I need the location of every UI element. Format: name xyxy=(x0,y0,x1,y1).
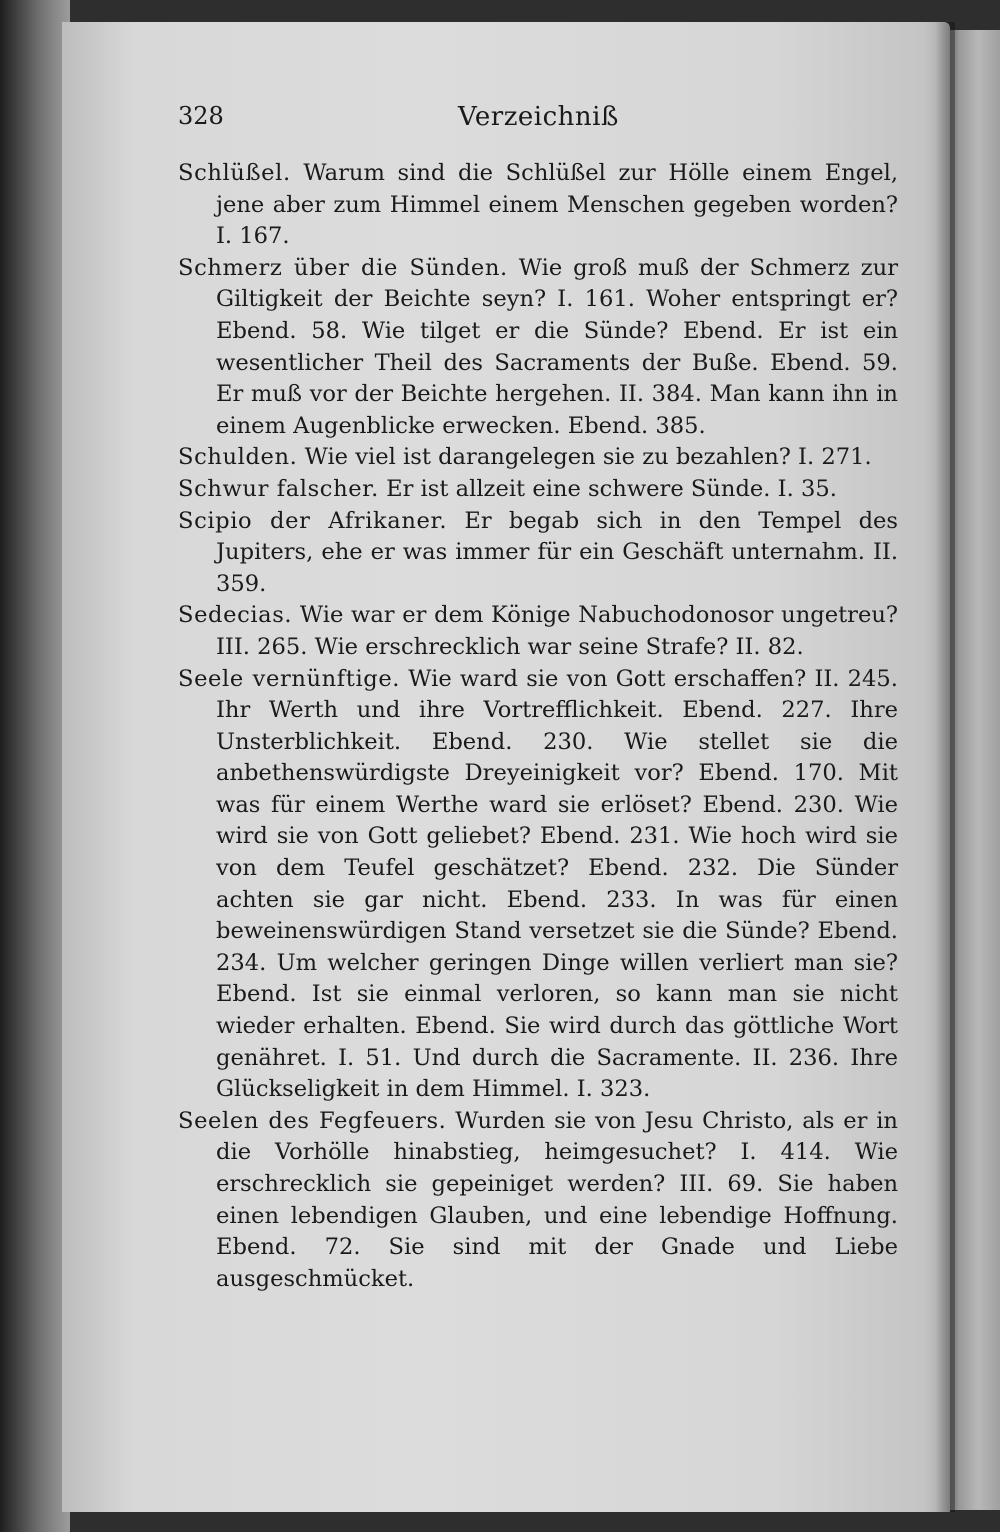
page-shadow xyxy=(935,22,955,1512)
index-entry xyxy=(178,506,898,601)
entry-text: Wie groß muß der Schmerz zur Giltigkeit der Beichte seyn? I. 161. Woher entspringt er? Ebend. 58. Wie tilget er die Sünde? Ebend. Er ist ein wesentlicher Theil des Sacraments der Buße. Ebend. 59. Er muß vor der Beichte hergehen. II. 384. Man kann ihn in einem Augenblicke erwecken. Ebend. 385. xyxy=(216,254,898,439)
index-entries xyxy=(178,158,898,1295)
entry-text: Warum sind die Schlüßel zur Hölle einem Engel, jene aber zum Himmel einem Menschen gegeben worden? I. 167. xyxy=(216,160,898,250)
entry-text: Wie war er dem Könige Nabuchodonosor ungetreu? III. 265. Wie erschrecklich war seine Strafe? II. 82. xyxy=(216,602,898,660)
index-entry xyxy=(178,442,898,474)
entry-lemma: Seele vernünftige. xyxy=(178,665,401,692)
entry-lemma: Seelen des Fegfeuers. xyxy=(178,1107,447,1134)
index-entry xyxy=(178,1106,898,1296)
index-entry xyxy=(178,474,898,506)
index-entry xyxy=(178,158,898,253)
page-header xyxy=(178,98,898,158)
left-page-edges xyxy=(0,0,70,1532)
entry-text: Wie ward sie von Gott erschaffen? II. 245. Ihr Werth und ihre Vortrefflichkeit. Ebend. 227. Ihre Unsterblichkeit. Ebend. 230. Wie stellet sie die anbethenswürdigste Dreyeinigkeit vor? Ebend. 170. Mit was für einem Werthe ward sie erlöset? Ebend. 230. Wie wird sie von Gott geliebet? Ebend. 231. Wie hoch wird sie von dem Teufel geschätzet? Ebend. 232. Die Sünder achten sie gar nicht. Ebend. 233. In was für einen beweinenswürdigen Stand versetzet sie die Sünde? Ebend. 234. Um welcher geringen Dinge willen verliert man sie? Ebend. Ist sie einmal verloren, so kann man sie nicht wieder erhalten. Ebend. Sie wird durch das göttliche Wort genähret. I. 51. Und durch die Sacramente. II. 236. Ihre Glückseligkeit in dem Himmel. I. 323. xyxy=(216,665,898,1103)
entry-lemma: Schulden. xyxy=(178,444,298,471)
entry-lemma: Schlüßel. xyxy=(178,160,291,186)
page-number: 328 xyxy=(178,102,224,130)
entry-text: Wie viel ist darangelegen sie zu bezahlen? I. 271. xyxy=(304,444,872,471)
entry-text: Er ist allzeit eine schwere Sünde. I. 35. xyxy=(386,475,837,502)
index-entry xyxy=(178,253,898,443)
entry-lemma: Schwur falscher. xyxy=(178,475,379,502)
index-entry xyxy=(178,600,898,663)
entry-lemma: Scipio der Afrikaner. xyxy=(178,507,448,534)
entry-lemma: Sedecias. xyxy=(178,602,293,629)
index-entry xyxy=(178,664,898,1106)
running-title: Verzeichniß xyxy=(458,102,619,132)
page-text xyxy=(178,98,898,1295)
entry-text: Wurden sie von Jesu Christo, als er in die Vorhölle hinabstieg, heimgesuchet? I. 414. Wie erschrecklich sie gepeiniget werden? III. 69. Sie haben einen lebendigen Glauben, und eine lebendige Hoffnung. Ebend. 72. Sie sind mit der Gnade und Liebe ausgeschmücket. xyxy=(216,1107,898,1292)
entry-lemma: Schmerz über die Sünden. xyxy=(178,254,508,281)
entry-text: Er begab sich in den Tempel des Jupiters, ehe er was immer für ein Geschäft unternahm. II. 359. xyxy=(216,507,899,597)
